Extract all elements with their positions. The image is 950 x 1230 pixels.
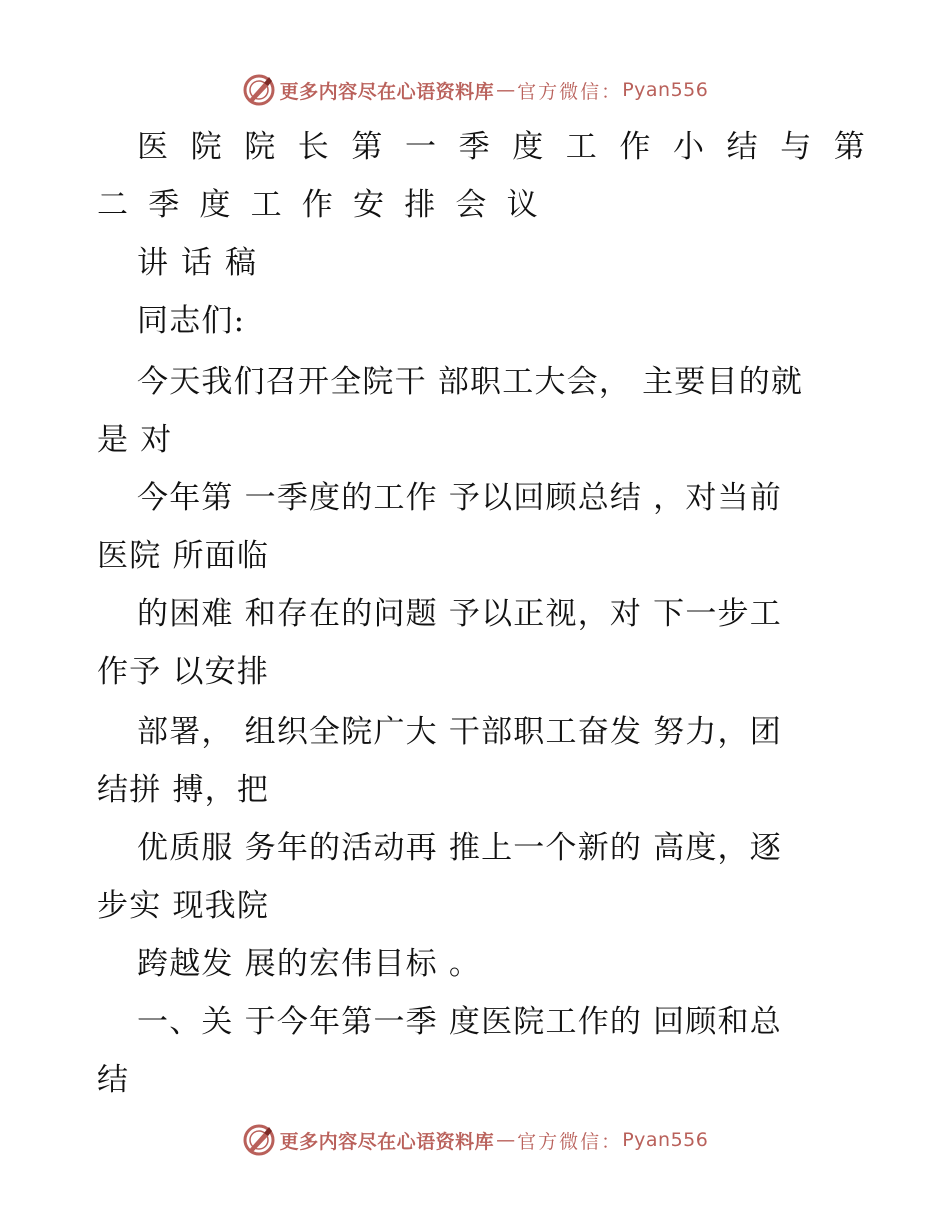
watermark-dash: — (496, 1129, 516, 1151)
paragraph-line: 步实 现我院 (97, 888, 270, 924)
paragraph-line: 优质服 务年的活动再 推上一个新的 高度，逐 (137, 830, 782, 866)
watermark-dash: — (496, 79, 516, 101)
paragraph-line: 是 对 (97, 422, 173, 458)
header-watermark (0, 70, 950, 110)
subtitle: 讲话稿 (137, 245, 269, 281)
pen-circle-logo-icon (242, 73, 276, 107)
paragraph-line: 跨越发 展的宏伟目标 。 (137, 946, 482, 982)
watermark-sub-text: 官方微信： (517, 80, 623, 103)
greeting: 同志们: (137, 303, 246, 339)
paragraph-line: 结拼 搏，把 (97, 772, 270, 808)
watermark-wechat-id: Pyan556 (622, 79, 709, 101)
pen-circle-logo-icon (242, 1123, 276, 1157)
watermark-main-text: 更多内容尽在心语资料库 (279, 80, 495, 103)
footer-watermark (0, 1120, 950, 1160)
section-heading-line: 一、关 于今年第一季 度医院工作的 回顾和总 (137, 1004, 782, 1040)
watermark-wechat-id: Pyan556 (622, 1129, 709, 1151)
title-line-1: 医院院长第一季度工作小结与第 (137, 129, 888, 165)
paragraph-line: 部署， 组织全院广大 干部职工奋发 努力，团 (137, 714, 782, 750)
title-line-2: 二季度工作安排会议 (97, 187, 558, 223)
paragraph-line: 作予 以安排 (97, 654, 270, 690)
paragraph-line: 今年第 一季度的工作 予以回顾总结 ，对当前 (137, 480, 782, 516)
watermark-main-text: 更多内容尽在心语资料库 (279, 1130, 495, 1153)
paragraph-line: 医院 所面临 (97, 538, 270, 574)
paragraph-line: 的困难 和存在的问题 予以正视，对 下一步工 (137, 596, 782, 632)
watermark-sub-text: 官方微信： (517, 1130, 623, 1153)
section-heading-line: 结 (97, 1062, 130, 1098)
paragraph-line: 今天我们召开全院干 部职工大会， 主要目的就 (137, 364, 804, 400)
